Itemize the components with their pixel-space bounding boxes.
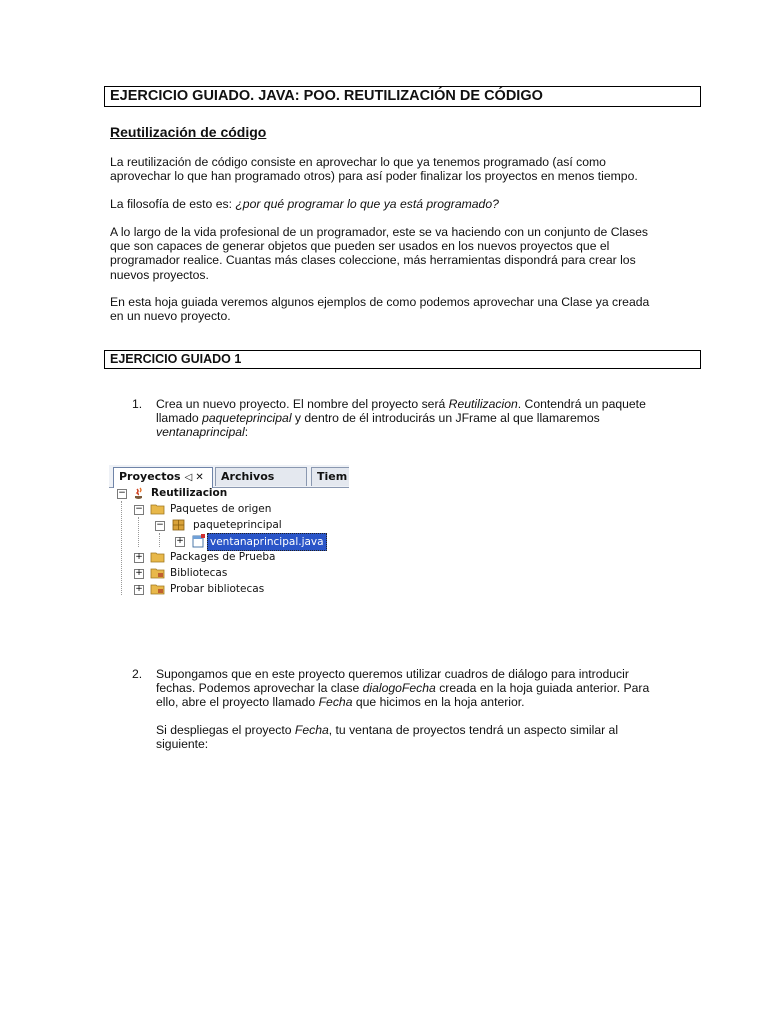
intro-paragraph-3 <box>110 225 702 282</box>
text-run: ello, abre el proyecto llamado <box>156 695 319 710</box>
tree-node-paqueteprincipal[interactable] <box>109 517 349 533</box>
intro-paragraph-1 <box>110 155 702 183</box>
text-line: Supongamos que en este proyecto queremos utilizar cuadros de diálogo para introducir <box>156 667 629 681</box>
text-line <box>156 397 704 411</box>
tree-node-ventanaprincipal-java[interactable] <box>109 533 349 549</box>
folder-icon <box>150 502 165 516</box>
text-run: Crea un nuevo proyecto. El nombre del proyecto será <box>156 397 449 411</box>
document-title: EJERCICIO GUIADO. JAVA: POO. REUTILIZACIÓN DE CÓDIGO <box>104 86 701 107</box>
italic-term: dialogoFecha <box>362 681 436 696</box>
italic-term: Fecha <box>294 723 329 737</box>
step-2-followup <box>156 723 704 751</box>
tree-node-paquetes-de-origen[interactable] <box>109 501 349 517</box>
tree-label: Paquetes de origen <box>170 503 272 515</box>
collapse-toggle-icon[interactable]: − <box>118 488 126 498</box>
text-line: La reutilización de código consiste en aprovechar lo que ya tenemos programado (así como <box>110 155 606 169</box>
tab-controls-icon[interactable]: ◁ ✕ <box>184 472 204 483</box>
text-run: , tu ventana de proyectos tendrá un aspecto similar al <box>328 723 619 737</box>
java-project-icon <box>131 486 146 500</box>
tree-node-packages-de-prueba[interactable] <box>109 549 349 565</box>
text-run: Si despliegas el proyecto <box>156 723 295 737</box>
expand-toggle-icon[interactable]: + <box>176 536 184 546</box>
step-1-text <box>156 397 704 440</box>
projects-panel <box>109 465 349 611</box>
collapse-toggle-icon[interactable]: − <box>135 504 143 514</box>
tree-label: Reutilizacion <box>151 487 228 499</box>
text-run: fechas. Podemos aprovechar la clase <box>156 681 363 696</box>
tree-node-reutilizacion[interactable] <box>109 485 349 501</box>
jframe-form-icon <box>191 534 206 548</box>
tree-label: Bibliotecas <box>170 567 228 579</box>
tab-tiempo[interactable] <box>311 467 349 486</box>
expand-toggle-icon[interactable]: + <box>135 568 143 578</box>
text-run: : <box>244 425 249 440</box>
italic-term: Reutilizacion <box>448 397 518 411</box>
text-run: La filosofía de esto es: <box>110 197 236 211</box>
expand-toggle-icon[interactable]: + <box>135 584 143 594</box>
text-line: que son capaces de generar objetos que pueden ser usados en los nuevos proyectos que el <box>110 239 610 254</box>
section-heading: Reutilización de código <box>110 124 267 140</box>
italic-question: ¿por qué programar lo que ya está programado? <box>235 197 499 211</box>
text-run: y dentro de él introducirás un JFrame al que llamaremos <box>291 411 600 426</box>
exercise-title: EJERCICIO GUIADO 1 <box>104 350 701 369</box>
text-line <box>156 425 704 439</box>
tree-label-selected: ventanaprincipal.java <box>207 533 327 551</box>
tab-label: Proyectos <box>119 470 181 483</box>
library-folder-icon <box>150 566 165 580</box>
italic-term: paqueteprincipal <box>202 411 292 426</box>
text-run: que hicimos en la hoja anterior. <box>352 695 525 710</box>
text-line: aprovechar lo que han programado otros) para así poder finalizar los proyectos en menos tiempo. <box>110 169 638 184</box>
intro-paragraph-4 <box>110 295 702 323</box>
collapse-toggle-icon[interactable]: − <box>156 520 164 530</box>
text-line: siguiente: <box>156 737 209 752</box>
folder-icon <box>150 550 165 564</box>
tree-label: Probar bibliotecas <box>170 583 265 595</box>
text-line <box>156 681 704 695</box>
library-folder-icon <box>150 582 165 596</box>
text-line <box>110 197 702 211</box>
text-line: programador realice. Cuantas más clases coleccione, más herramientas dispondrá para crear los <box>110 253 636 268</box>
text-run: creada en la hoja guiada anterior. Para <box>435 681 650 696</box>
text-line: A lo largo de la vida profesional de un programador, este se va haciendo con un conjunto de Clases <box>110 225 648 239</box>
tree-node-bibliotecas[interactable] <box>109 565 349 581</box>
text-line: En esta hoja guiada veremos algunos ejemplos de como podemos aprovechar una Clase ya creada <box>110 295 650 309</box>
tree-label: paqueteprincipal <box>193 519 282 531</box>
step-number: 2. <box>132 667 143 681</box>
italic-term: Fecha <box>318 695 353 710</box>
text-line <box>156 723 704 737</box>
tree-label: Packages de Prueba <box>170 551 276 563</box>
text-run: . Contendrá un paquete <box>517 397 646 411</box>
package-icon <box>171 518 186 532</box>
text-line: nuevos proyectos. <box>110 267 209 282</box>
step-2-text <box>156 667 704 710</box>
intro-paragraph-2 <box>110 197 702 211</box>
expand-toggle-icon[interactable]: + <box>135 552 143 562</box>
tab-label: Tiem <box>317 470 348 483</box>
text-line: en un nuevo proyecto. <box>110 309 231 324</box>
step-number: 1. <box>132 397 143 411</box>
tree-node-probar-bibliotecas[interactable] <box>109 581 349 597</box>
text-line <box>156 411 704 425</box>
italic-term: ventanaprincipal <box>156 425 245 440</box>
text-run: llamado <box>156 411 203 426</box>
tab-archivos[interactable] <box>215 467 307 486</box>
text-line <box>156 695 704 709</box>
tab-label: Archivos <box>221 470 275 483</box>
